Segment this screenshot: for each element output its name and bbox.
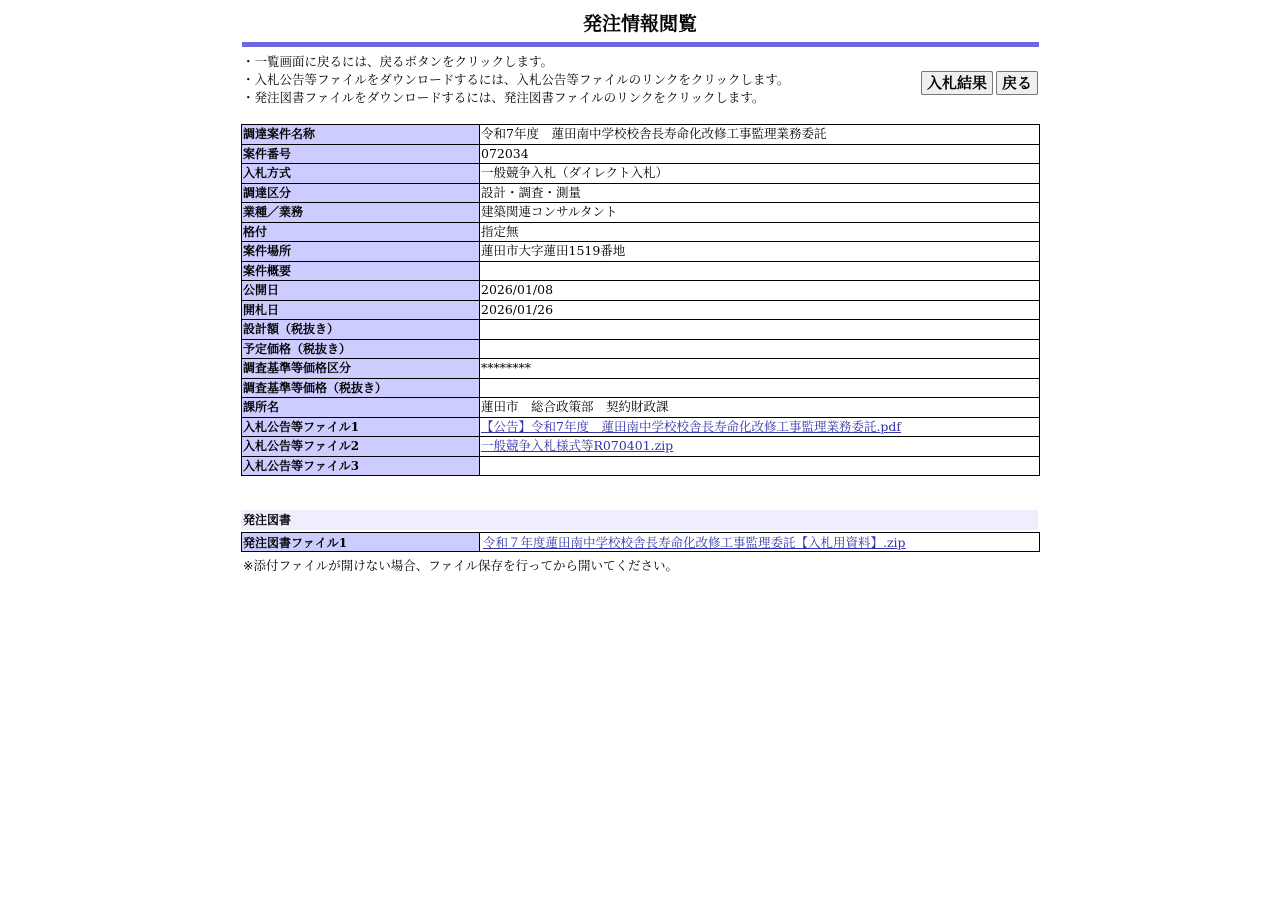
info-label: 入札公告等ファイル3	[242, 456, 480, 476]
info-value: 蓮田市 総合政策部 契約財政課	[481, 399, 669, 415]
procurement-info-table	[241, 124, 1040, 476]
info-value-cell	[480, 300, 1040, 320]
info-value-cell	[480, 359, 1040, 379]
info-row	[242, 222, 1040, 242]
drawings-section-header: 発注図書	[241, 510, 1038, 530]
info-value: 072034	[481, 145, 529, 161]
info-row	[242, 456, 1040, 476]
info-label: 案件場所	[242, 242, 480, 262]
info-value-cell	[480, 125, 1040, 145]
back-button[interactable]: 戻る	[996, 71, 1038, 95]
info-value: 設計・調査・測量	[481, 184, 582, 200]
info-row	[242, 203, 1040, 223]
drawings-table	[241, 532, 1040, 552]
info-value: 蓮田市大字蓮田1519番地	[481, 243, 626, 259]
info-row	[242, 437, 1040, 457]
info-row	[242, 359, 1040, 379]
info-value-cell	[480, 378, 1040, 398]
info-label: 入札方式	[242, 164, 480, 184]
info-value-cell	[480, 398, 1040, 418]
info-row	[242, 320, 1040, 340]
info-label: 入札公告等ファイル2	[242, 437, 480, 457]
info-label: 案件番号	[242, 144, 480, 164]
info-value: ********	[481, 360, 531, 376]
info-row	[242, 339, 1040, 359]
drawing-value-cell	[480, 533, 1040, 552]
info-value-cell	[480, 437, 1040, 457]
info-row	[242, 164, 1040, 184]
info-label: 調査基準等価格（税抜き）	[242, 378, 480, 398]
info-label: 業種／業務	[242, 203, 480, 223]
info-label: 予定価格（税抜き）	[242, 339, 480, 359]
info-label: 案件概要	[242, 261, 480, 281]
info-row	[242, 417, 1040, 437]
info-label: 課所名	[242, 398, 480, 418]
info-value-cell	[480, 222, 1040, 242]
bid-results-button[interactable]: 入札結果	[921, 71, 993, 95]
info-label: 設計額（税抜き）	[242, 320, 480, 340]
info-value-cell	[480, 320, 1040, 340]
info-row	[242, 300, 1040, 320]
instructions-row	[241, 53, 1039, 107]
info-label: 調査基準等価格区分	[242, 359, 480, 379]
info-value-cell	[480, 183, 1040, 203]
info-value-cell	[480, 281, 1040, 301]
info-row	[242, 183, 1040, 203]
instruction-drawing-download: ・発注図書ファイルをダウンロードするには、発注図書ファイルのリンクをクリックします。	[242, 90, 765, 105]
info-label: 調達区分	[242, 183, 480, 203]
info-value-cell	[480, 339, 1040, 359]
info-value: 2026/01/26	[481, 301, 554, 317]
info-label: 入札公告等ファイル1	[242, 417, 480, 437]
info-row	[242, 242, 1040, 262]
info-value: 建築関連コンサルタント	[481, 204, 618, 220]
info-value-cell	[480, 456, 1040, 476]
instructions	[242, 53, 789, 107]
attachment-footnote: ※添付ファイルが開けない場合、ファイル保存を行ってから開いてください。	[243, 558, 678, 573]
drawing-label: 発注図書ファイル1	[242, 533, 480, 552]
info-label: 公開日	[242, 281, 480, 301]
page-container	[241, 0, 1039, 574]
info-row	[242, 144, 1040, 164]
info-row	[242, 261, 1040, 281]
info-value: 令和7年度 蓮田南中学校校舎長寿命化改修工事監理業務委託	[481, 126, 827, 142]
drawing-row	[242, 533, 1040, 552]
info-label: 格付	[242, 222, 480, 242]
title-divider	[242, 42, 1039, 47]
instruction-notice-download: ・入札公告等ファイルをダウンロードするには、入札公告等ファイルのリンクをクリックします。	[242, 72, 790, 87]
info-value: 一般競争入札（ダイレクト入札）	[481, 165, 669, 181]
page-title: 発注情報閲覧	[582, 13, 697, 35]
info-file-link[interactable]: 【公告】令和7年度 蓮田南中学校校舎長寿命化改修工事監理業務委託.pdf	[481, 418, 902, 434]
drawing-file-link[interactable]: 令和７年度蓮田南中学校校舎長寿命化改修工事監理委託【入札用資料】.zip	[483, 535, 906, 550]
info-label: 開札日	[242, 300, 480, 320]
info-value: 指定無	[481, 223, 519, 239]
info-row	[242, 281, 1040, 301]
info-row	[242, 398, 1040, 418]
info-value-cell	[480, 144, 1040, 164]
info-value-cell	[480, 242, 1040, 262]
info-row	[242, 125, 1040, 145]
instruction-back: ・一覧画面に戻るには、戻るボタンをクリックします。	[242, 54, 554, 69]
action-buttons	[921, 71, 1038, 95]
info-file-link[interactable]: 一般競争入札様式等R070401.zip	[481, 438, 674, 454]
info-value: 2026/01/08	[481, 282, 554, 298]
info-label: 調達案件名称	[242, 125, 480, 145]
info-value-cell	[480, 164, 1040, 184]
info-value-cell	[480, 417, 1040, 437]
info-value-cell	[480, 203, 1040, 223]
info-row	[242, 378, 1040, 398]
info-value-cell	[480, 261, 1040, 281]
